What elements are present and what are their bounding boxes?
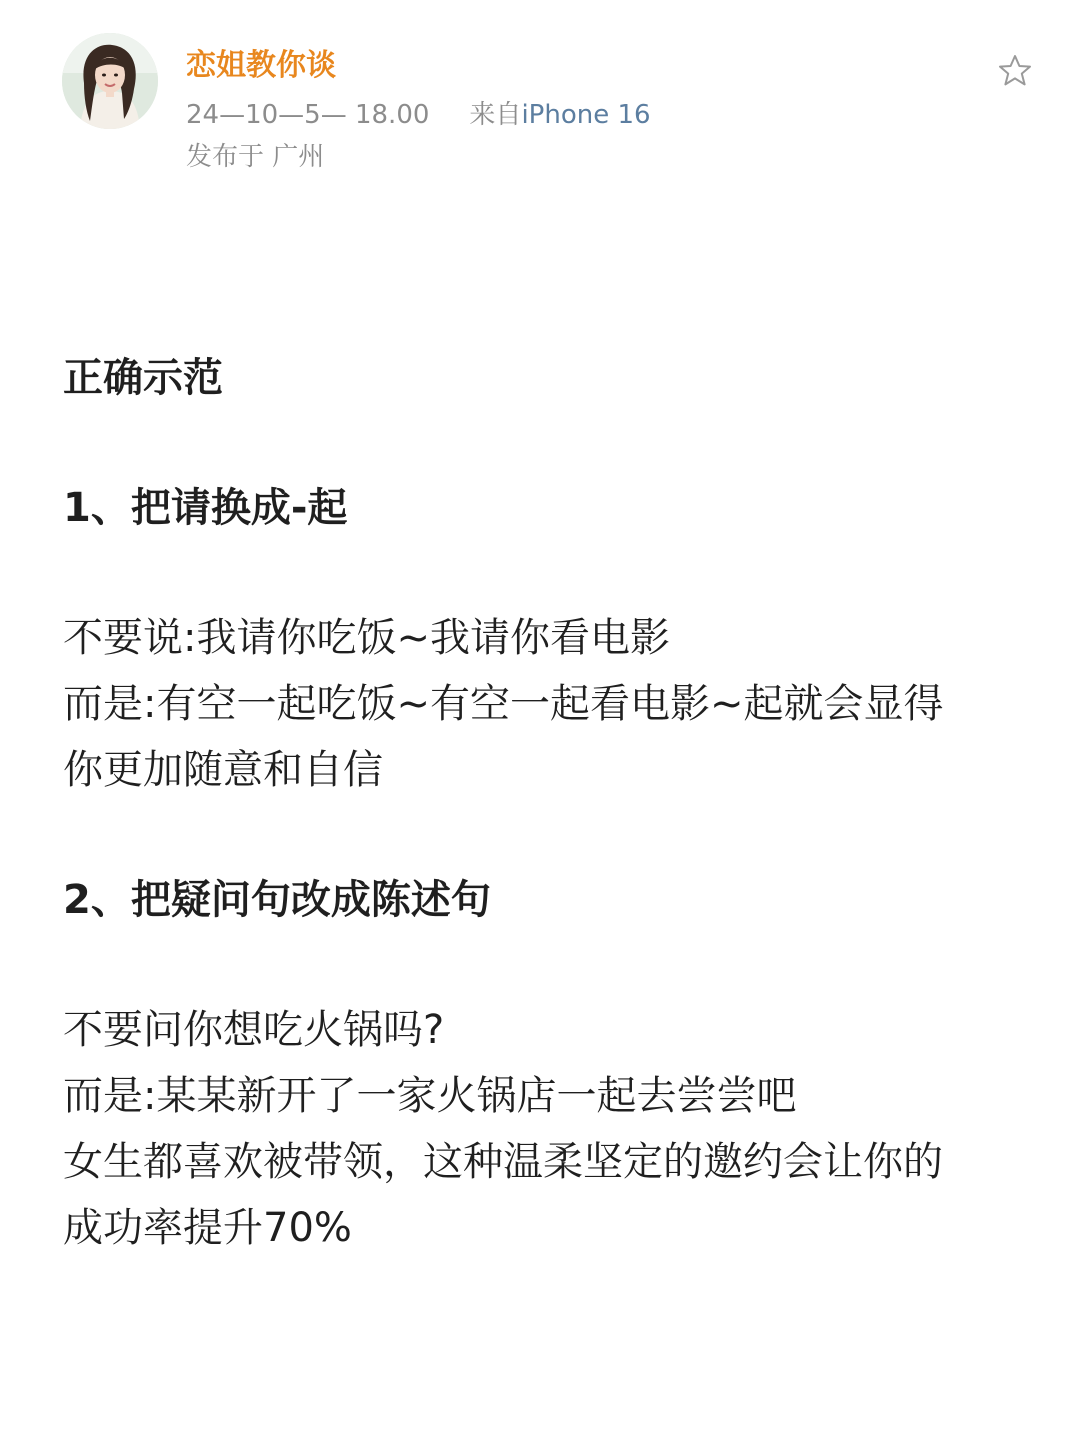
section-1-heading: 1、把请换成-起 — [63, 485, 348, 531]
section-1-line: 你更加随意和自信 — [63, 747, 383, 793]
section-1-line: 而是:有空一起吃饭~有空一起看电影~起就会显得 — [63, 681, 944, 727]
section-1-line: 不要说:我请你吃饭~我请你看电影 — [63, 615, 670, 661]
post-content — [63, 345, 1033, 1261]
post-location: 发布于 广州 — [186, 142, 325, 172]
star-outline-icon — [998, 54, 1032, 88]
section-2-line: 而是:某某新开了一家火锅店一起去尝尝吧 — [63, 1073, 797, 1119]
post-source-device[interactable]: iPhone 16 — [521, 100, 651, 130]
section-2-line: 不要问你想吃火锅吗? — [63, 1007, 445, 1053]
section-2-heading: 2、把疑问句改成陈述句 — [63, 877, 491, 923]
post-source-prefix: 来自 — [469, 100, 522, 130]
content-title: 正确示范 — [63, 355, 223, 401]
avatar-photo — [62, 33, 158, 129]
post-date: 24—10—5— 18.00 — [186, 100, 430, 130]
favorite-button[interactable] — [998, 54, 1032, 88]
section-2-line: 女生都喜欢被带领，这种温柔坚定的邀约会让你的 — [63, 1139, 943, 1185]
post-meta — [186, 94, 651, 131]
author-name[interactable]: 恋姐教你谈 — [186, 48, 336, 83]
avatar[interactable] — [62, 33, 158, 129]
post-header — [62, 30, 1022, 180]
section-2-line: 成功率提升70% — [63, 1205, 352, 1251]
